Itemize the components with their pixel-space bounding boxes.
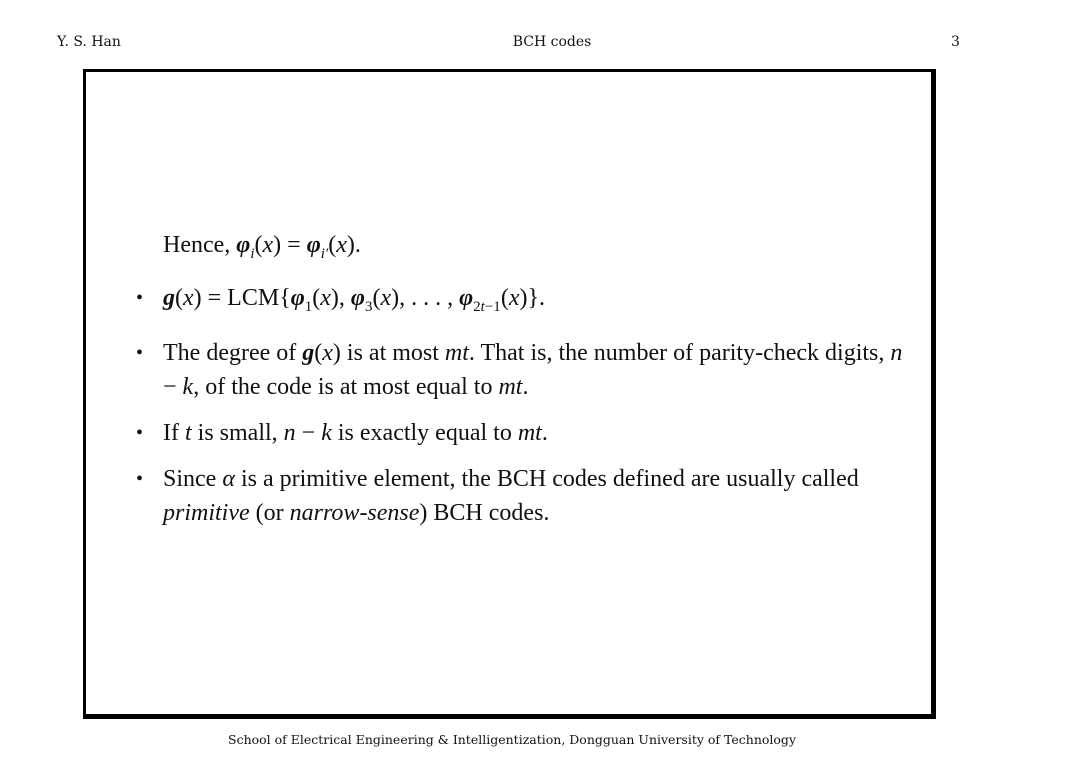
page-number: 3 — [951, 34, 960, 50]
header-author: Y. S. Han — [57, 34, 121, 50]
bullet-dot-icon: • — [136, 341, 144, 364]
bullet-dot-icon: • — [136, 467, 144, 490]
footer-text: School of Electrical Engineering & Intelligentization, Dongguan University of Technology — [228, 732, 796, 747]
hence-line: Hence, $\varphi_i(x) = \varphi_{i'}(x)$. — [163, 232, 361, 262]
bullet-item-3: • If t is small, n − k is exactly equal to mt. — [136, 416, 916, 450]
header-title: BCH codes — [512, 34, 592, 50]
bullet-list — [136, 281, 916, 530]
bullet-item-1: • $g(x) = LCM\{\varphi_1(x)$, $\varphi_3(x)$, . . . , $\varphi_{2t-1}(x)$}. — [136, 281, 916, 324]
bullet-dot-icon: • — [136, 286, 144, 309]
bullet-item-4: • Since α is a primitive element, the BCH codes defined are usually called primitive (or narrow-sense) BCH codes. — [136, 462, 916, 530]
bullet-dot-icon: • — [136, 421, 144, 444]
bullet-item-2: • The degree of g(x) is at most mt. That is, the number of parity-check digits, n − k, of the code is at most equal to mt. — [136, 336, 916, 404]
slide-content — [136, 228, 916, 542]
